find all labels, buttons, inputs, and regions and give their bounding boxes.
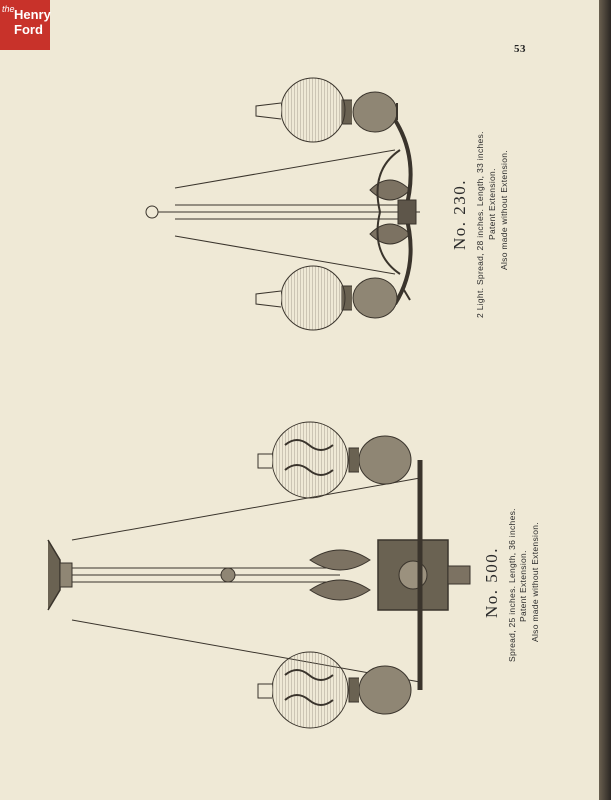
logo-the: the — [2, 4, 15, 14]
fixture-230-drawing — [146, 78, 420, 330]
logo-henry: Henry — [14, 7, 51, 22]
logo-ford: Ford — [14, 22, 43, 37]
fixture-500-spec-line3: Also made without Extension. — [530, 522, 540, 642]
fixture-500-title: No. 500. — [482, 546, 501, 618]
fixture-500-drawing — [48, 422, 470, 728]
page-number: 53 — [514, 43, 526, 55]
fixture-230-spec-line3: Also made without Extension. — [499, 150, 509, 270]
fixture-500-spec-line2: Patent Extension. — [518, 550, 528, 622]
fixture-230-spec-line1: 2 Light. Spread, 28 inches. Length, 33 inches. — [475, 131, 485, 318]
fixture-230-spec-line2: Patent Extension. — [487, 168, 497, 240]
fixture-500-spec-line1: Spread, 25 inches. Length, 36 inches. — [507, 508, 517, 662]
fixture-230-title: No. 230. — [450, 178, 469, 250]
